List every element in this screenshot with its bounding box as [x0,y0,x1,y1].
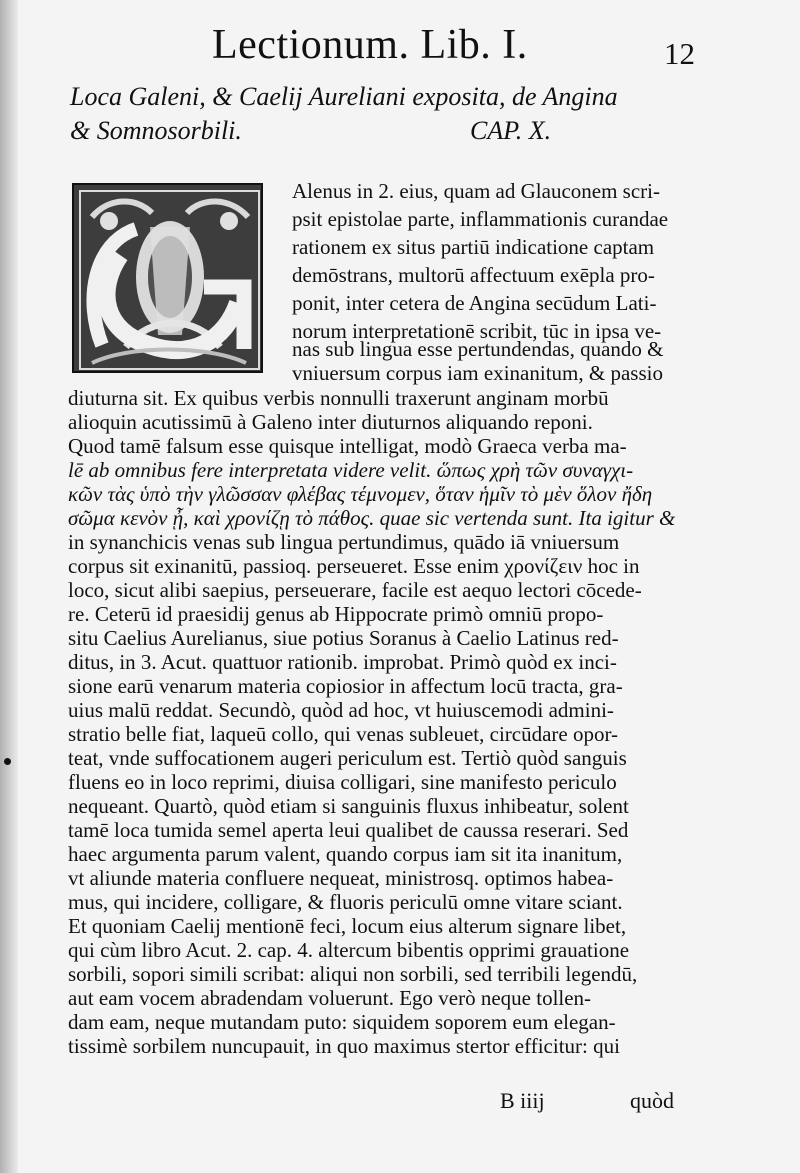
text-line: Et quoniam Caelij mentionē feci, locum eius alterum signare libet, [68,914,627,938]
text-line: norum interpretationē scribit, tūc in ipsa ve- [292,319,662,343]
text-line: loco, sicut alibi saepius, perseuerare, facile est aequo lectori cōcede- [68,578,642,602]
text-line: demōstrans, multorū affectuum exēpla pro- [292,263,655,287]
chapter-number: CAP. X. [470,116,552,145]
text-line: σῶμα κενὸν ᾖ, καὶ χρονίζῃ τὸ πάθος. quae sic vertenda sunt. Ita igitur & [68,506,676,530]
text-line: fluens eo in loco reprimi, diuisa colligari, sine manifesto periculo [68,770,617,794]
text-line: diuturna sit. Ex quibus verbis nonnulli traxerunt anginam morbū [68,386,609,410]
text-line: tamē loca tumida semel aperta leui qualibet de caussa reserari. Sed [68,818,629,842]
text-line: rationem ex situs partiū indicatione captam [292,235,655,259]
text-line: aut eam vocem abradendam voluerunt. Ego verò neque tollen- [68,986,592,1010]
text-line: mus, qui incidere, colligare, & fluoris periculū omne vitare sciant. [68,890,623,914]
text-line: alioquin acutissimū à Galeno inter diuturnos aliquando reponi. [68,410,593,434]
text-line: lē ab omnibus fere interpretata videre velit. ὥπως χρὴ τῶν συναγχι- [68,458,634,482]
catchword: quòd [630,1088,674,1113]
text-line: sione earū venarum materia copiosior in affectum locū tracta, gra- [68,674,623,698]
text-line: Quod tamē falsum esse quisque intelligat, modò Graeca verba ma- [68,434,627,458]
text-line: corpus sit exinanitū, passioq. perseueret. Esse enim χρονίζειν hoc in [68,554,640,578]
text-line: psit epistolae parte, inflammationis curandae [292,207,669,231]
text-line: re. Ceterū id praesidij genus ab Hippocrate primò omniū propo- [68,602,604,626]
text-line: sorbili, sopori simili scribat: aliqui non sorbili, sed terribili legendū, [68,962,638,986]
text-line: ponit, inter cetera de Angina secūdum Lati- [292,291,657,315]
page-number: 12 [664,36,695,71]
text-line: uius malū reddat. Secundò, quòd ad hoc, vt huiuscemodi admini- [68,698,614,722]
chapter-title-line-1: Loca Galeni, & Caelij Aureliani exposita, de Angina [70,82,618,111]
text-line: teat, vnde suffocationem augeri periculum est. Tertiò quòd sanguis [68,746,627,770]
text-line: stratio belle fiat, laqueū collo, qui venas subleuet, circūdare opor- [68,722,619,746]
text-line: ditus, in 3. Acut. quattuor rationib. improbat. Primò quòd ex inci- [68,650,617,674]
text-line: tissimè sorbilem nuncupauit, in quo maximus stertor efficitur: qui [68,1034,620,1058]
text-line: vniuersum corpus iam exinanitum, & passio [292,361,663,385]
text-line: qui cùm libro Acut. 2. cap. 4. altercum bibentis opprimi grauatione [68,938,630,962]
text-line: dam eam, neque mutandam puto: siquidem soporem eum elegan- [68,1010,616,1034]
chapter-title-line-2: & Somnosorbili. [70,116,242,145]
running-head: Lectionum. Lib. I. [212,22,528,68]
text-line: κῶν τὰς ὑπὸ τὴν γλῶσσαν φλέβας τέμνομεν, ὅταν ἡμῖν τὸ μὲν ὅλον ἤδη [68,482,653,506]
text-line: nas sub lingua esse pertundendas, quando & [292,337,664,361]
text-line: in synanchicis venas sub lingua pertundimus, quādo iā vniuersum [68,530,620,554]
text-line: vt aliunde materia confluere nequeat, ministrosq. optimos habea- [68,866,614,890]
text-line: nequeant. Quartò, quòd etiam si sanguinis fluxus inhibeatur, solent [68,794,629,818]
ink-dot-icon [4,758,11,765]
text-line: haec argumenta parum valent, quando corpus iam sit ita inanitum, [68,842,623,866]
text-line: Alenus in 2. eius, quam ad Glauconem scri- [292,179,660,203]
signature-mark: B iiij [500,1088,545,1113]
text-line: situ Caelius Aurelianus, siue potius Soranus à Caelio Latinus red- [68,626,619,650]
